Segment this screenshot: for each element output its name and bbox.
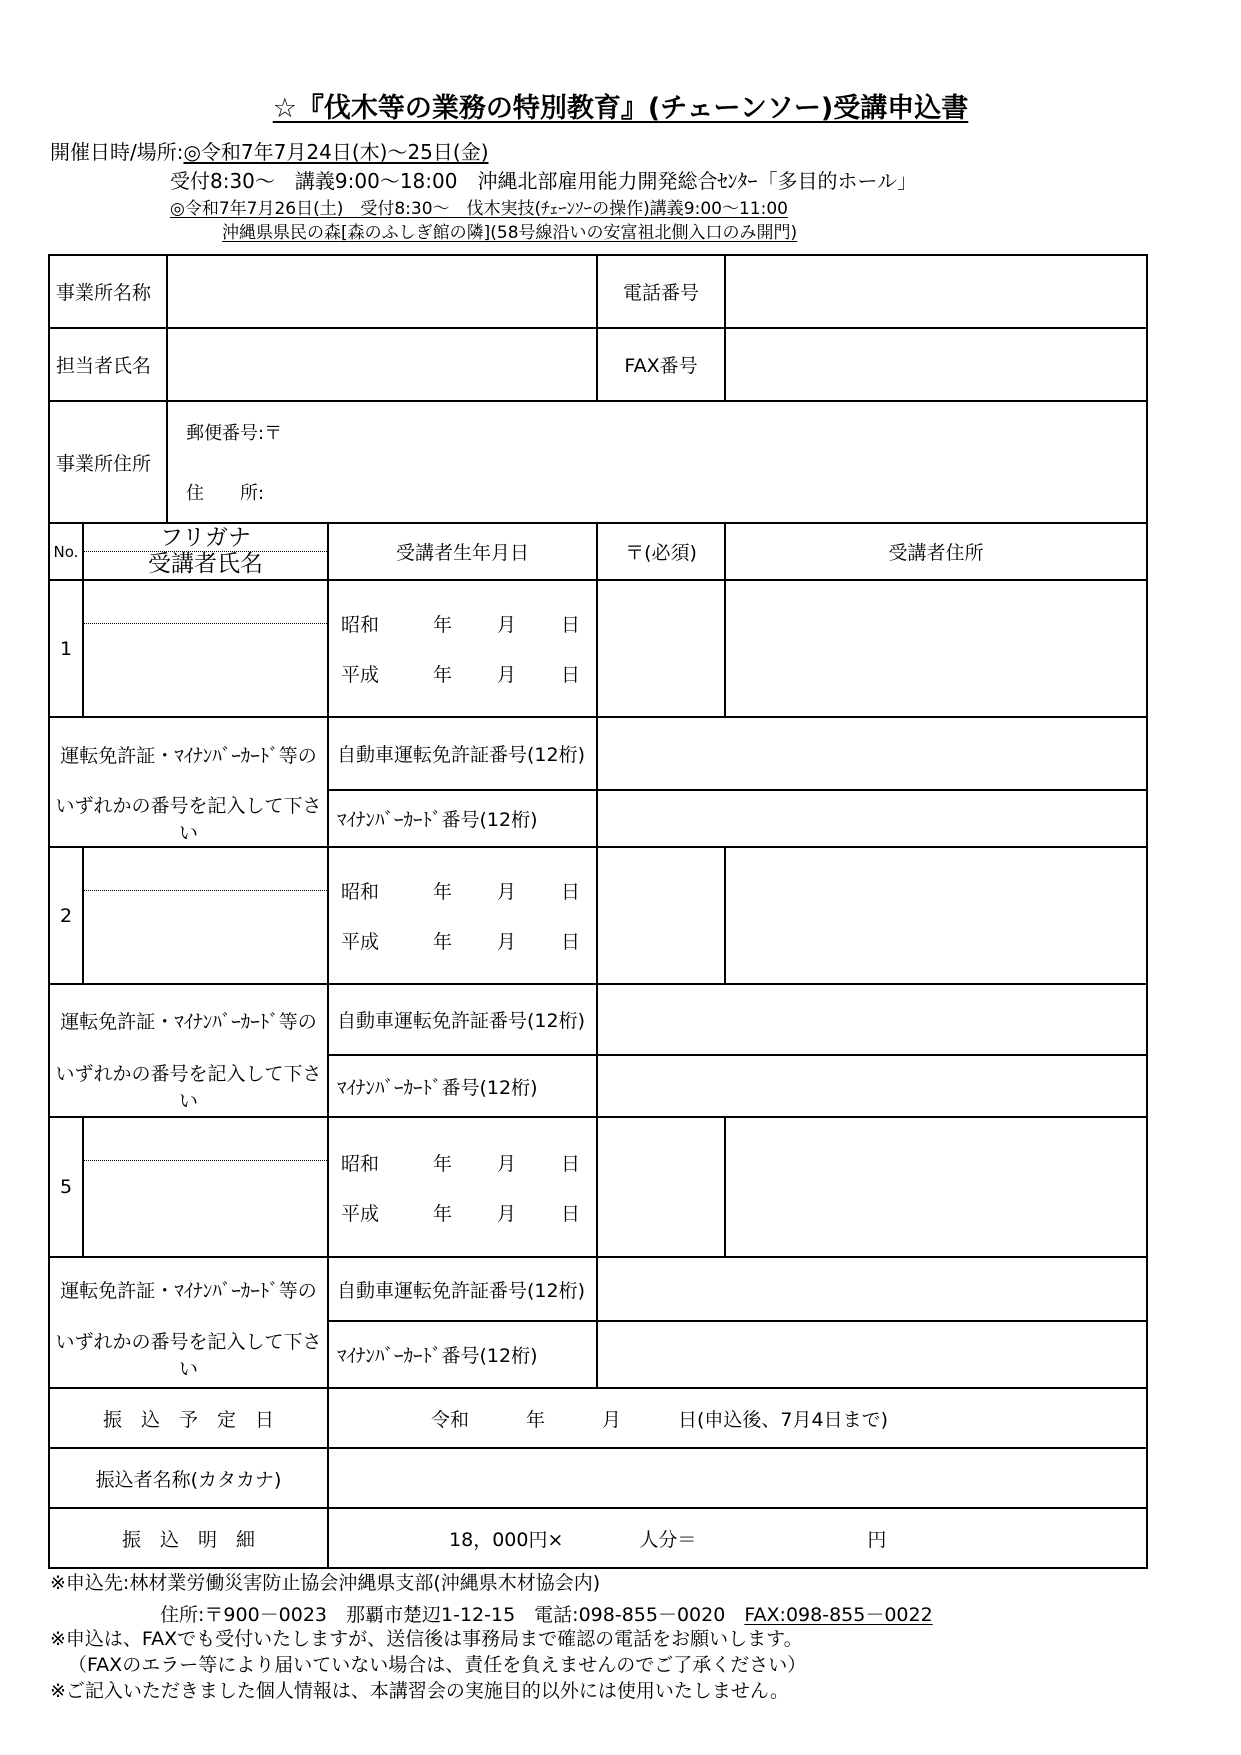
license-note-2: いずれかの番号を記入して下さい — [49, 1321, 328, 1388]
office-address-field[interactable] — [167, 401, 1147, 523]
address-field[interactable] — [725, 847, 1147, 984]
month-label: 月 — [497, 1152, 517, 1175]
office-name-label: 事業所名称 — [49, 255, 167, 328]
year-label: 年 — [433, 1152, 453, 1175]
col-zip: 〒(必須) — [597, 523, 725, 580]
driver-license-field[interactable] — [597, 1257, 1147, 1321]
era-heisei: 平成 — [341, 1202, 380, 1225]
schedule-day1-date: ◎令和7年7月24日(木)～25日(金) — [183, 140, 489, 164]
application-form — [48, 254, 1148, 1569]
day-label: 日 — [561, 664, 581, 686]
fax-label: FAX番号 — [597, 328, 725, 401]
note-1: ※申込は、FAXでも受付いたしますが、送信後は事務局まで確認の電話をお願いします。 — [50, 1628, 803, 1650]
contact-info — [160, 1600, 933, 1627]
note-3: ※ご記入いただきました個人情報は、本講習会の実施目的以外には使用いたしません。 — [50, 1680, 790, 1702]
birth-field[interactable] — [328, 1117, 597, 1257]
era-heisei: 平成 — [341, 664, 380, 686]
col-addr: 受講者住所 — [725, 523, 1147, 580]
schedule-label: 開催日時/場所: — [50, 140, 184, 164]
era-showa: 昭和 — [341, 1152, 380, 1175]
mynumber-label: ﾏｲﾅﾝﾊﾞｰｶｰﾄﾞ番号(12桁) — [328, 1321, 597, 1388]
day-label: 日 — [561, 1152, 581, 1175]
driver-license-field[interactable] — [597, 717, 1147, 790]
era-heisei: 平成 — [341, 931, 380, 953]
col-name-header — [83, 523, 328, 580]
year-label: 年 — [433, 1202, 453, 1225]
schedule-day1-detail: 受付8:30～ 講義9:00～18:00 沖縄北部雇用能力開発総合ｾﾝﾀｰ「多目的ホール」 — [170, 169, 918, 193]
license-note-2: いずれかの番号を記入して下さい — [49, 790, 328, 847]
birth-field[interactable] — [328, 847, 597, 984]
address-field[interactable] — [725, 580, 1147, 717]
row-number: 1 — [49, 580, 83, 717]
address-field[interactable] — [725, 1117, 1147, 1257]
col-no: No. — [49, 523, 83, 580]
kana-field[interactable] — [84, 581, 327, 624]
license-note-1: 運転免許証・ﾏｲﾅﾝﾊﾞｰｶｰﾄﾞ等の — [49, 717, 328, 790]
attendee-name-field[interactable] — [83, 847, 328, 984]
row-number: 5 — [49, 1117, 83, 1257]
transfer-name-label: 振込者名称(カタカナ) — [49, 1448, 328, 1508]
contact-fax: FAX:098-855－0022 — [744, 1604, 933, 1626]
license-note-2: いずれかの番号を記入して下さい — [49, 1055, 328, 1117]
day-label: 日 — [561, 931, 581, 953]
apply-to: ※申込先:林材業労働災害防止協会沖縄県支部(沖縄県木材協会内) — [50, 1572, 601, 1594]
month-label: 月 — [497, 664, 517, 686]
person-label: 担当者氏名 — [49, 328, 167, 401]
driver-license-label: 自動車運転免許証番号(12桁) — [328, 1257, 597, 1321]
note-2: （FAXのエラー等により届いていない場合は、責任を負えませんのでご了承ください） — [68, 1654, 807, 1676]
day-label: 日 — [561, 614, 581, 636]
transfer-detail-field[interactable]: 18，000円× 人分＝ 円 — [328, 1508, 1147, 1568]
attendee-name-field[interactable] — [83, 580, 328, 717]
year-label: 年 — [433, 664, 453, 686]
month-label: 月 — [497, 931, 517, 953]
person-field[interactable] — [167, 328, 597, 401]
fax-field[interactable] — [725, 328, 1147, 401]
zip-field[interactable] — [597, 1117, 725, 1257]
schedule-line-1 — [50, 136, 489, 165]
contact-address: 住所:〒900－0023 那覇市楚辺1-12-15 電話:098-855－0020 — [160, 1604, 726, 1626]
birth-field[interactable] — [328, 580, 597, 717]
schedule-day2-place: 沖縄県県民の森[森のふしぎ館の隣](58号線沿いの安富祖北側入口のみ開門) — [222, 223, 798, 243]
office-address-label: 事業所住所 — [49, 401, 167, 523]
year-label: 年 — [433, 881, 453, 903]
address-label: 住 所: — [186, 483, 265, 504]
mynumber-field[interactable] — [597, 1055, 1147, 1117]
driver-license-field[interactable] — [597, 984, 1147, 1055]
phone-field[interactable] — [725, 255, 1147, 328]
license-note-1: 運転免許証・ﾏｲﾅﾝﾊﾞｰｶｰﾄﾞ等の — [49, 984, 328, 1055]
zip-field[interactable] — [597, 580, 725, 717]
license-note-1: 運転免許証・ﾏｲﾅﾝﾊﾞｰｶｰﾄﾞ等の — [49, 1257, 328, 1321]
zip-field[interactable] — [597, 847, 725, 984]
form-title: ☆『伐木等の業務の特別教育』(チェーンソー)受講申込書 — [272, 93, 969, 124]
kana-field[interactable] — [84, 1118, 327, 1161]
kana-field[interactable] — [84, 848, 327, 891]
postal-label: 郵便番号:〒 — [186, 423, 283, 444]
month-label: 月 — [497, 614, 517, 636]
month-label: 月 — [497, 881, 517, 903]
row-number: 2 — [49, 847, 83, 984]
office-name-field[interactable] — [167, 255, 597, 328]
month-label: 月 — [497, 1202, 517, 1225]
mynumber-label: ﾏｲﾅﾝﾊﾞｰｶｰﾄﾞ番号(12桁) — [328, 790, 597, 847]
transfer-date-field[interactable]: 令和 年 月 日(申込後、7月4日まで) — [328, 1388, 1147, 1448]
col-kana: フリガナ — [84, 526, 327, 552]
driver-license-label: 自動車運転免許証番号(12桁) — [328, 984, 597, 1055]
year-label: 年 — [433, 614, 453, 636]
mynumber-label: ﾏｲﾅﾝﾊﾞｰｶｰﾄﾞ番号(12桁) — [328, 1055, 597, 1117]
transfer-detail-label: 振 込 明 細 — [49, 1508, 328, 1568]
era-showa: 昭和 — [341, 881, 380, 903]
day-label: 日 — [561, 881, 581, 903]
schedule-day2-detail: ◎令和7年7月26日(土) 受付8:30～ 伐木実技(ﾁｪｰﾝｿｰの操作)講義9:00～11:00 — [170, 199, 788, 219]
transfer-date-label: 振 込 予 定 日 — [49, 1388, 328, 1448]
driver-license-label: 自動車運転免許証番号(12桁) — [328, 717, 597, 790]
transfer-name-field[interactable] — [328, 1448, 1147, 1508]
attendee-name-field[interactable] — [83, 1117, 328, 1257]
era-showa: 昭和 — [341, 614, 380, 636]
col-name: 受講者氏名 — [148, 551, 263, 577]
day-label: 日 — [561, 1202, 581, 1225]
col-birth: 受講者生年月日 — [328, 523, 597, 580]
mynumber-field[interactable] — [597, 790, 1147, 847]
phone-label: 電話番号 — [597, 255, 725, 328]
mynumber-field[interactable] — [597, 1321, 1147, 1388]
year-label: 年 — [433, 931, 453, 953]
